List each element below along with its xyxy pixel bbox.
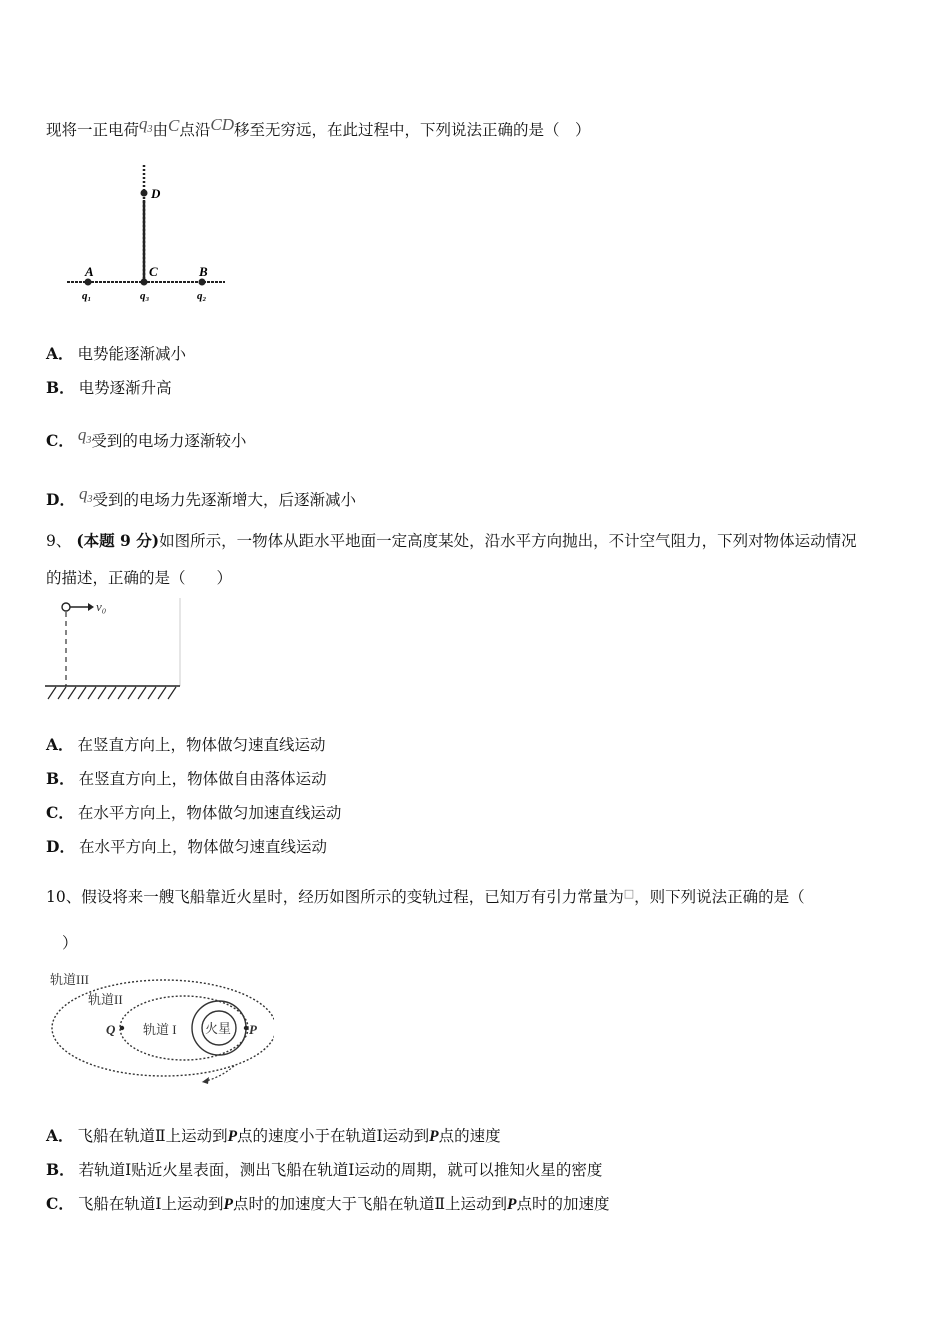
label-mars: 火星 (205, 1021, 232, 1036)
label-a: A (85, 264, 94, 279)
q10-option-a[interactable]: A． 飞船在轨道Ⅱ上运动到P点的速度小于在轨道Ⅰ运动到P点的速度 (46, 1126, 501, 1145)
label-c: C (149, 264, 158, 279)
point-d (141, 190, 148, 197)
question-10-stem: 10、假设将来一艘飞船靠近火星时，经历如图所示的变轨过程，已知万有引力常量为□，则下列说法正确的是（ (46, 887, 805, 906)
point-c (141, 279, 148, 286)
arrow-icon (202, 1077, 209, 1084)
label-p: P (249, 1022, 257, 1037)
label-orbit1: 轨道 I (143, 1022, 177, 1037)
q10-option-c[interactable]: C． 飞船在轨道Ⅰ上运动到P点时的加速度大于飞船在轨道Ⅱ上运动到P点时的加速度 (46, 1194, 610, 1213)
point-p (244, 1026, 248, 1030)
q9-option-b[interactable]: B． 在竖直方向上，物体做自由落体运动 (46, 769, 327, 788)
question-9-stem-line2: 的描述，正确的是（ ） (46, 569, 233, 587)
question-9-stem: 9、 (本题 9 分)如图所示，一物体从距水平地面一定高度某处，沿水平方向抛出，不计空气阻力，下列对物体运动情况 (46, 531, 857, 550)
velocity-arrow-icon (88, 603, 94, 611)
label-q1: q₁ (82, 290, 92, 302)
label-q3: q₃ (140, 290, 150, 302)
q9-option-d[interactable]: D． 在水平方向上，物体做匀速直线运动 (46, 837, 327, 856)
question-8-stem: 现将一正电荷$q_3$由C点沿CD移至无穷远，在此过程中，下列说法正确的是（ ） (46, 114, 591, 139)
q3-symbol: $q_3$ (139, 114, 153, 135)
point-q (120, 1026, 124, 1030)
point-c-symbol: C (168, 116, 180, 135)
label-orbit2: 轨道II (88, 992, 123, 1007)
label-b: B (199, 264, 208, 279)
q8-option-d[interactable]: D． $q_3$受到的电场力先逐渐增大，后逐渐减小 (46, 484, 356, 509)
label-q2: q₂ (197, 290, 207, 302)
label-v0: v₀ (96, 599, 107, 614)
object-ball (62, 603, 70, 611)
q8-option-b[interactable]: B． 电势逐渐升高 (46, 378, 172, 397)
stem-text: 现将一正电荷 (46, 121, 140, 139)
label-q: Q (106, 1022, 116, 1037)
cd-symbol: CD (210, 115, 235, 134)
q10-option-b[interactable]: B． 若轨道Ⅰ贴近火星表面，测出飞船在轨道Ⅰ运动的周期，就可以推知火星的密度 (46, 1160, 603, 1179)
q8-option-c[interactable]: C． $q_3$受到的电场力逐渐较小 (46, 425, 247, 450)
projectile-figure (44, 596, 184, 704)
ground-hatching (48, 687, 176, 699)
orbit-figure (44, 966, 274, 1090)
label-d: D (151, 186, 161, 201)
charges-figure (62, 160, 232, 310)
point-a (85, 279, 92, 286)
question-10-stem-line2: ） (62, 934, 78, 952)
q9-option-c[interactable]: C． 在水平方向上，物体做匀加速直线运动 (46, 803, 342, 822)
q9-option-a[interactable]: A． 在竖直方向上，物体做匀速直线运动 (46, 735, 326, 754)
gravitational-constant-symbol: □ (623, 887, 635, 900)
label-orbit3: 轨道III (50, 972, 89, 987)
q8-option-a[interactable]: A． 电势能逐渐减小 (46, 344, 187, 363)
point-b (199, 279, 206, 286)
